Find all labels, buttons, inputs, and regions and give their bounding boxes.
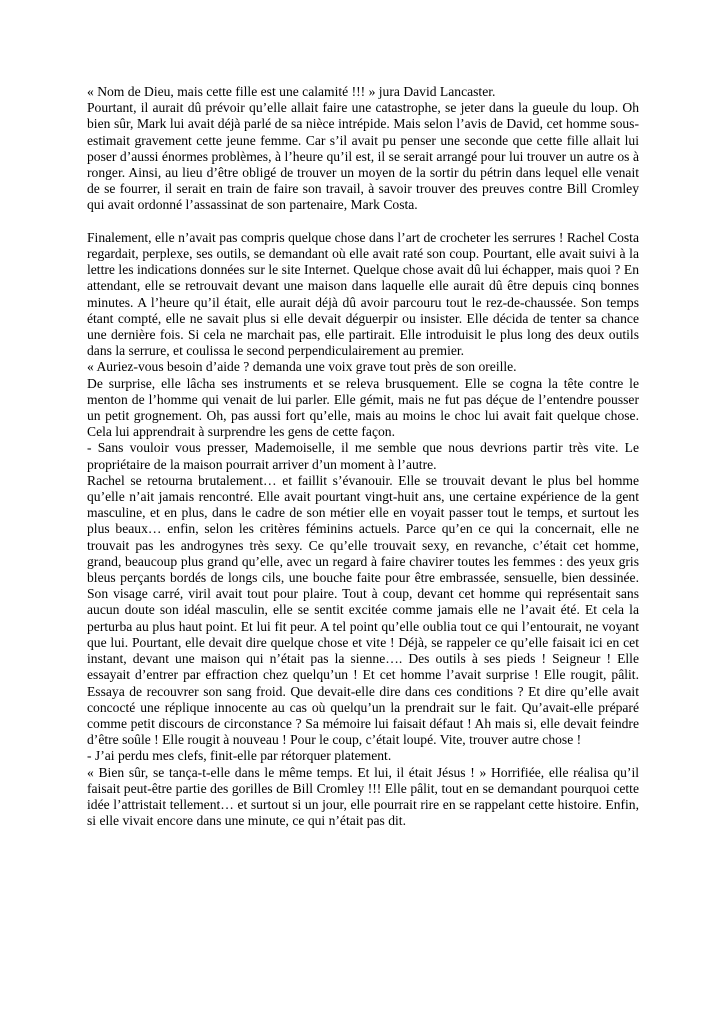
paragraph-surprise: De surprise, elle lâcha ses instruments et se releva brusquement. Elle se cogna la tête contre le menton de l’homme qui venait de lui parler. Elle gémit, mais ne fut pas déçue de l’entendre pousser un petit grognement. Oh, pas aussi fort qu’elle, mais au moins le choc lui avait fait quelque chose. Cela lui apprendrait à surprendre les gens de cette façon. — [87, 375, 639, 440]
paragraph-spacer — [87, 214, 639, 230]
paragraph-voice-question: « Auriez-vous besoin d’aide ? demanda une voix grave tout près de son oreille. — [87, 359, 517, 375]
document-page — [87, 84, 639, 829]
paragraph-lost-keys: - J’ai perdu mes clefs, finit-elle par rétorquer platement. — [87, 748, 392, 764]
paragraph-opening-quote: « Nom de Dieu, mais cette fille est une calamité !!! » jura David Lancaster. — [87, 84, 496, 99]
paragraph-david-reflection: Pourtant, il aurait dû prévoir qu’elle allait faire une catastrophe, se jeter dans la gueule du loup. Oh bien sûr, Mark lui avait déjà parlé de sa nièce intrépide. Mais selon l’avis de David, cet homme sous-estimait gravement cette jeune femme. Car s’il avait pu penser une seconde que cette fille allait lui poser d’aussi énormes problèmes, à l’heure qu’il est, il se serait arrangé pour lui trouver un autre os à ronger. Ainsi, au lieu d’être obligé de trouver un moyen de la sortir du pétrin dans lequel elle venait de se fourrer, il serait en train de faire son travail, à savoir trouver des preuves contre Bill Cromley qui avait ordonné l’assassinat de son partenaire, Mark Costa. — [87, 100, 639, 213]
paragraph-rachel-lockpicking: Finalement, elle n’avait pas compris quelque chose dans l’art de crocheter les serrures ! Rachel Costa regardait, perplexe, ses outils, se demandant où elle avait raté son coup. Pourtant, elle avait suivi à la lettre les indications données sur le site Internet. Quelque chose avait dû lui échapper, mais quoi ? En attendant, elle se retrouvait devant une maison dans laquelle elle aurait dû être depuis cinq bonnes minutes. A l’heure qu’il était, elle aurait déjà dû avoir parcouru tout le rez-de-chaussée. Son temps étant compté, elle ne savait plus si elle devait déguerpir ou insister. Elle décida de tenter sa chance une dernière fois. Si cela ne marchait pas, elle partirait. Elle introduisit le plus long des deux outils dans la serrure, et coulissa le second perpendiculairement au premier. — [87, 229, 639, 359]
paragraph-horrified: « Bien sûr, se tança-t-elle dans le même temps. Et lui, il était Jésus ! » Horrifiée, elle réalisa qu’il faisait peut-être partie des gorilles de Bill Cromley !!! Elle pâlit, tout en se demandant pourquoi cette idée l’attristait tellement… et surtout si un jour, elle pourrait rire en se rappelant cette histoire. Enfin, si elle vivait encore dans une minute, ce qui n’était pas dit. — [87, 764, 639, 829]
paragraph-leave-quickly: - Sans vouloir vous presser, Mademoiselle, il me semble que nous devrions partir très vite. Le propriétaire de la maison pourrait arriver d’un moment à l’autre. — [87, 440, 639, 472]
paragraph-rachel-turns: Rachel se retourna brutalement… et faillit s’évanouir. Elle se trouvait devant le plus bel homme qu’elle n’ait jamais rencontré. Elle avait pourtant vingt-huit ans, une certaine expérience de la gent masculine, et en plus, dans le cadre de son métier elle en voyait passer tout le temps, et surtout les plus beaux… enfin, selon les critères féminins actuels. Parce qu’en ce qui la concernait, elle ne trouvait pas les androgynes très sexy. Ce qu’elle trouvait sexy, en revanche, c’était cet homme, grand, beaucoup plus grand qu’elle, avec un regard à faire chavirer toutes les femmes : des yeux gris bleus perçants bordés de longs cils, une bouche faite pour être embrassée, sensuelle, bien dessinée. Son visage carré, viril avait tout pour plaire. Tout à coup, devant cet homme qui représentait sans aucun doute son idéal masculin, elle se sentit excitée comme jamais elle ne l’avait été. Et cela la perturba au plus haut point. Et lui fit peur. A tel point qu’elle oublia tout ce qui l’entourait, ne voyant que lui. Pourtant, elle devait dire quelque chose et vite ! Déjà, se rappeler ce qu’elle faisait ici en cet instant, devant une maison qui n’était pas la sienne…. Des outils à ses pieds ! Seigneur ! Elle essayait d’entrer par effraction chez quelqu’un ! Et cet homme l’avait surprise ! Elle rougit, pâlit. Essaya de recouvrer son sang froid. Que devait-elle dire dans ces conditions ? Et dire qu’elle avait concocté une réplique innocente au cas où quelqu’un la prendrait sur le fait. Qu’avait-elle préparé comme petit discours de circonstance ? Sa mémoire lui faisait défaut ! Ah mais si, elle devait feindre d’être soûle ! Elle rougit à nouveau ! Pour le coup, c’était loupé. Vite, trouver autre chose ! — [87, 472, 639, 748]
